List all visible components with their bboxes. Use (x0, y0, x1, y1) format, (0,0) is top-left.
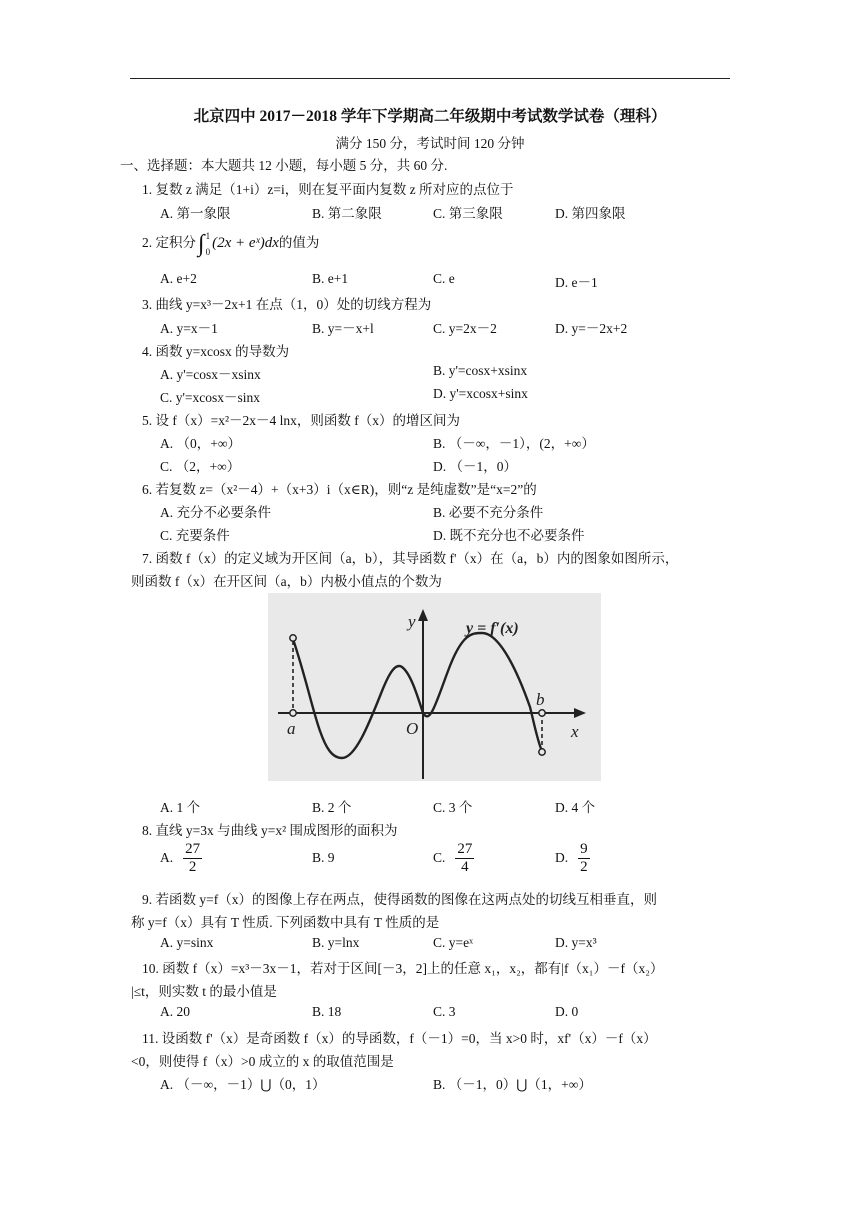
q8-option-d (555, 838, 590, 878)
q9-option-c: C. y=eˣ (433, 935, 474, 950)
q2-option-d: D. e－1 (555, 275, 598, 290)
q9-option-a: A. y=sinx (160, 935, 214, 950)
q4-option-d: D. y'=xcosx+sinx (433, 386, 528, 401)
a-top-open-point (290, 635, 296, 641)
q5-stem: 5. 设 f（x）=x²－2x－4 lnx，则函数 f（x）的增区间为 (142, 413, 461, 428)
q11-option-b: B. （－1，0）⋃（1，+∞） (433, 1077, 592, 1092)
a-open-point (290, 710, 296, 716)
page-title: 北京四中 2017－2018 学年下学期高二年级期中考试数学试卷（理科） (193, 108, 667, 125)
denominator: 2 (188, 859, 197, 876)
q1-option-c: C. 第三象限 (433, 206, 503, 221)
b-bottom-open-point (539, 749, 545, 755)
q3-option-d: D. y=－2x+2 (555, 321, 628, 336)
q1-option-b: B. 第二象限 (312, 206, 382, 221)
q10-option-c: C. 3 (433, 1004, 456, 1019)
q6-option-d: D. 既不充分也不必要条件 (433, 528, 585, 543)
derivative-graph-svg (268, 593, 601, 781)
x-axis-arrow (574, 708, 586, 718)
q7-option-b: B. 2 个 (312, 800, 352, 815)
q8-option-c (433, 838, 474, 878)
q1-option-d: D. 第四象限 (555, 206, 626, 221)
header-rule (130, 78, 730, 79)
q8-option-c-label: C. (433, 850, 446, 865)
q1-stem: 1. 复数 z 满足（1+i）z=i，则在复平面内复数 z 所对应的点位于 (142, 182, 514, 197)
q10-line2: |≤t，则实数 t 的最小值是 (131, 984, 277, 999)
numerator: 9 (578, 841, 590, 859)
integral-sign: ∫ (198, 230, 205, 257)
q6-option-a: A. 充分不必要条件 (160, 505, 271, 520)
q5-option-b: B. （－∞，－1），(2，+∞） (433, 436, 595, 451)
q10-line1: 10. 函数 f（x）=x³－3x－1，若对于区间[－3，2]上的任意 x₁，x₂，都有|f（x₁）－f（x₂） (142, 961, 664, 976)
q10-option-a: A. 20 (160, 1004, 190, 1019)
q8-option-b: B. 9 (312, 850, 335, 865)
q2-option-c: C. e (433, 271, 455, 286)
origin-label: O (406, 719, 419, 738)
q7-option-d: D. 4 个 (555, 800, 596, 815)
q11-line1: 11. 设函数 f'（x）是奇函数 f（x）的导函数，f（－1）=0，当 x>0 时，xf'（x）－f（x） (142, 1031, 657, 1046)
q2-stem (142, 226, 319, 260)
q8-option-a (160, 838, 202, 878)
curve-label: y = f′(x) (466, 620, 519, 637)
q7-option-c: C. 3 个 (433, 800, 473, 815)
fraction-27-2 (183, 841, 202, 877)
q9-option-b: B. y=lnx (312, 935, 360, 950)
q8-option-a-label: A. (160, 850, 174, 865)
numerator: 27 (183, 841, 202, 859)
q9-line1: 9. 若函数 y=f（x）的图像上存在两点，使得函数的图像在这两点处的切线互相垂直，则 (142, 892, 657, 907)
q3-option-a: A. y=x－1 (160, 321, 218, 336)
x-axis-label: x (571, 722, 579, 741)
integral-lower: 0 (205, 246, 211, 257)
q6-stem: 6. 若复数 z=（x²－4）+（x+3）i（x∈R)，则“z 是纯虚数”是“x=2”的 (142, 482, 537, 497)
integrand: (2x + eˣ)dx (212, 235, 279, 251)
q8-stem: 8. 直线 y=3x 与曲线 y=x² 围成图形的面积为 (142, 823, 398, 838)
q5-option-d: D. （－1，0） (433, 459, 517, 474)
q2-prefix: 2. 定积分 (142, 235, 196, 250)
a-label: a (287, 719, 296, 738)
q9-line2: 称 y=f（x）具有 T 性质. 下列函数中具有 T 性质的是 (131, 915, 440, 930)
y-axis-label: y (408, 612, 416, 631)
q7-line2: 则函数 f（x）在开区间（a，b）内极小值点的个数为 (131, 574, 442, 589)
q5-option-a: A. （0，+∞） (160, 436, 241, 451)
q3-option-b: B. y=－x+l (312, 321, 374, 336)
q11-line2: <0，则使得 f（x）>0 成立的 x 的取值范围是 (131, 1054, 394, 1069)
page-subtitle: 满分 150 分，考试时间 120 分钟 (335, 136, 525, 151)
q6-option-c: C. 充要条件 (160, 528, 230, 543)
derivative-graph (268, 593, 601, 781)
integral-upper: 1 (205, 230, 211, 241)
q10-option-b: B. 18 (312, 1004, 342, 1019)
q11-option-a: A. （－∞，－1）⋃（0，1） (160, 1077, 326, 1092)
q4-stem: 4. 函数 y=xcosx 的导数为 (142, 344, 290, 359)
derivative-curve (293, 633, 542, 758)
q4-option-b: B. y'=cosx+xsinx (433, 363, 528, 378)
q9-option-d: D. y=x³ (555, 935, 597, 950)
section-heading: 一、选择题：本大题共 12 小题，每小题 5 分，共 60 分. (120, 158, 448, 173)
q7-line1: 7. 函数 f（x）的定义域为开区间（a，b），其导函数 f'（x）在（a，b）内的图象如图所示， (142, 551, 679, 566)
integral-limits (206, 228, 211, 260)
q1-option-a: A. 第一象限 (160, 206, 231, 221)
denominator: 2 (580, 859, 588, 876)
q8-option-d-label: D. (555, 850, 569, 865)
q3-option-c: C. y=2x－2 (433, 321, 497, 336)
b-label: b (536, 690, 545, 709)
q3-stem: 3. 曲线 y=x³－2x+1 在点（1，0）处的切线方程为 (142, 297, 432, 312)
q4-option-c: C. y'=xcosx－sinx (160, 390, 261, 405)
q2-suffix: 的值为 (278, 235, 320, 250)
q4-option-a: A. y'=cosx－xsinx (160, 367, 261, 382)
q2-option-b: B. e+1 (312, 271, 349, 286)
q5-option-c: C. （2，+∞） (160, 459, 241, 474)
fraction-27-4 (455, 841, 474, 877)
q10-option-d: D. 0 (555, 1004, 579, 1019)
b-open-point (539, 710, 545, 716)
y-axis-arrow (418, 609, 428, 621)
q7-option-a: A. 1 个 (160, 800, 201, 815)
denominator: 4 (461, 859, 469, 876)
q6-option-b: B. 必要不充分条件 (433, 505, 544, 520)
numerator: 27 (455, 841, 474, 859)
fraction-9-2 (578, 841, 590, 877)
q2-option-a: A. e+2 (160, 271, 197, 286)
